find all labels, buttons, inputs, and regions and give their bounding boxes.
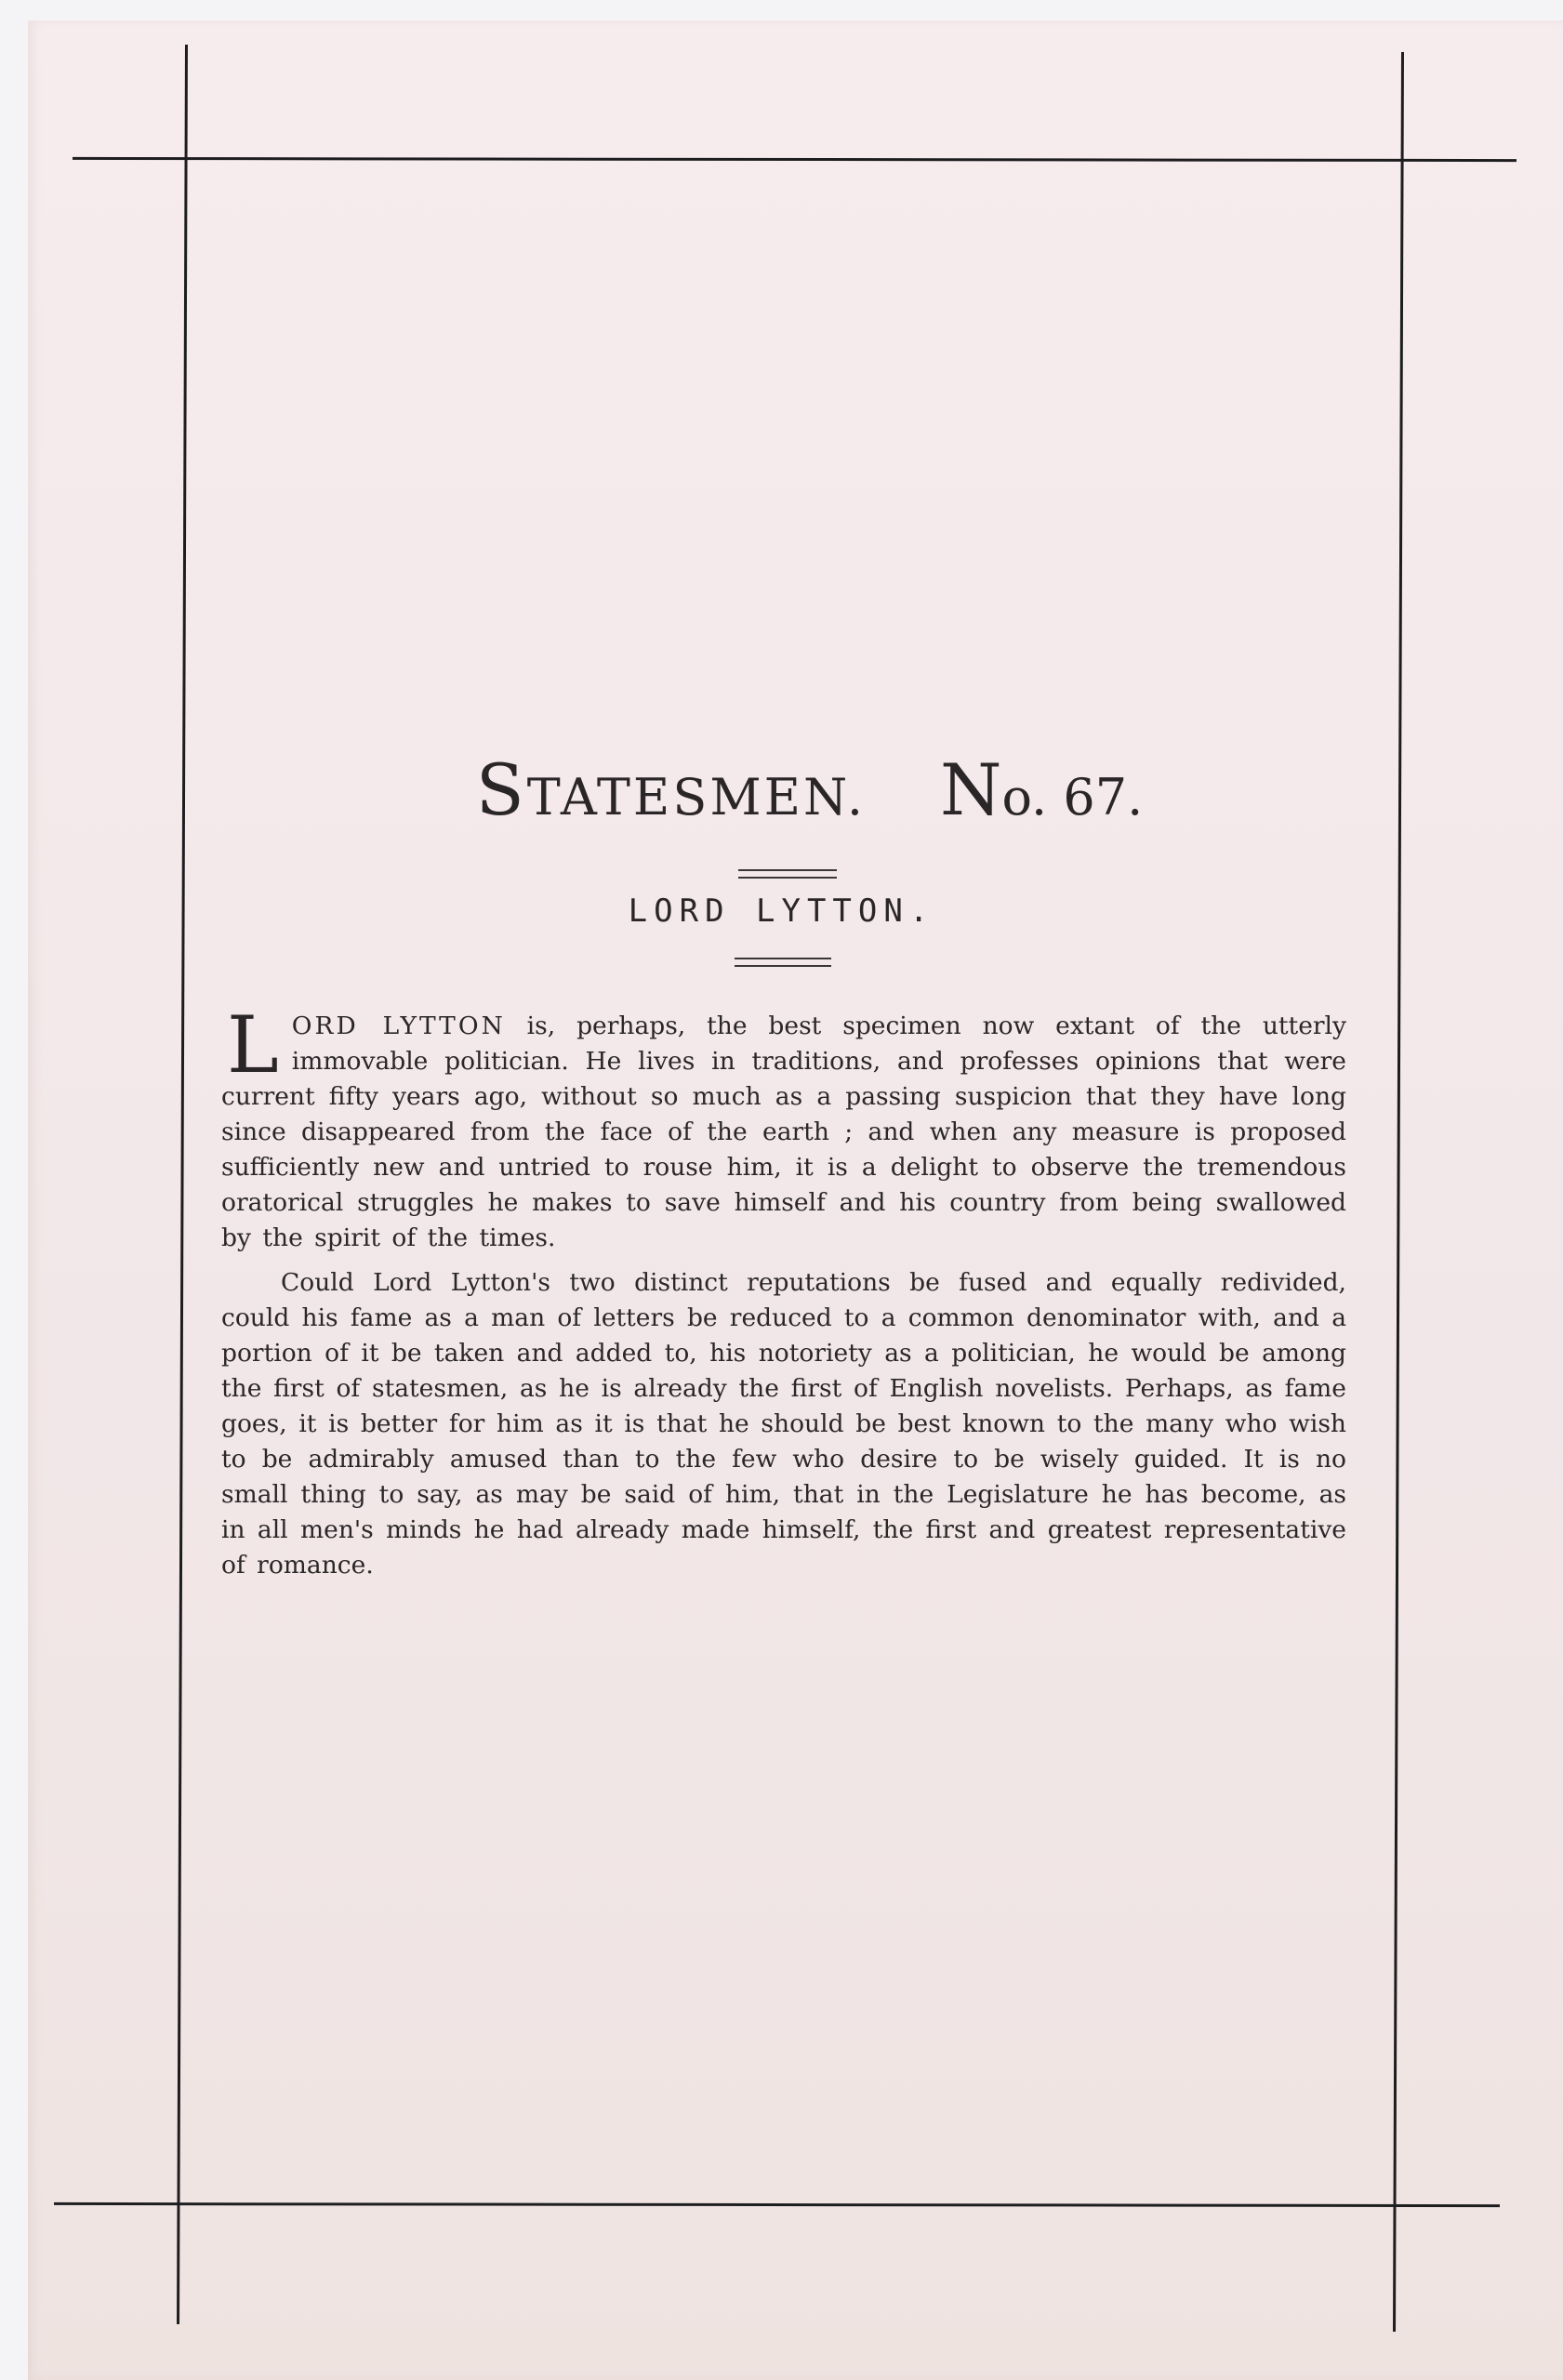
- series-title-initial: S: [475, 748, 527, 831]
- lead-caps: ORD LYTTON: [291, 1012, 506, 1040]
- page-heading: [0, 748, 1563, 831]
- series-title: [476, 748, 866, 831]
- issue-number-rest: o. 67.: [1001, 768, 1144, 826]
- article-body: [221, 999, 1346, 1583]
- series-title-rest: TATESMEN.: [526, 768, 866, 826]
- subject-title: LORD LYTTON.: [628, 892, 935, 930]
- drop-cap: L: [227, 999, 279, 1091]
- subject-divider: [735, 958, 831, 967]
- heading-divider: [738, 869, 837, 879]
- issue-number-initial: N: [940, 748, 1002, 831]
- issue-number: [940, 748, 1143, 831]
- paragraph-1: [221, 999, 1346, 1256]
- paragraph-1-text: is, perhaps, the best specimen now extant of the utterly immovable politician. He lives in traditions, and professes opinions that were current fifty years ago, without so much as a passing suspicion that they have long since disappeared from the face of the earth ; and when any measure is proposed sufficiently new and untried to rouse him, it is a delight to observe the tremendous oratorical struggles he makes to save himself and his country from being swallowed by the spirit of the times.: [221, 1012, 1346, 1252]
- paragraph-2: Could Lord Lytton's two distinct reputations be fused and equally redivided, could his fame as a man of letters be reduced to a common denominator with, and a portion of it be taken and added to, his notoriety as a politician, he would be among the first of statesmen, as he is already the first of English novelists. Perhaps, as fame goes, it is better for him as it is that he should be best known to the many who wish to be admirably amused than to the few who desire to be wisely guided. It is no small thing to say, as may be said of him, that in the Legislature he has become, as in all men's minds he had already made himself, the first and greatest representative of romance.: [221, 1268, 1346, 1580]
